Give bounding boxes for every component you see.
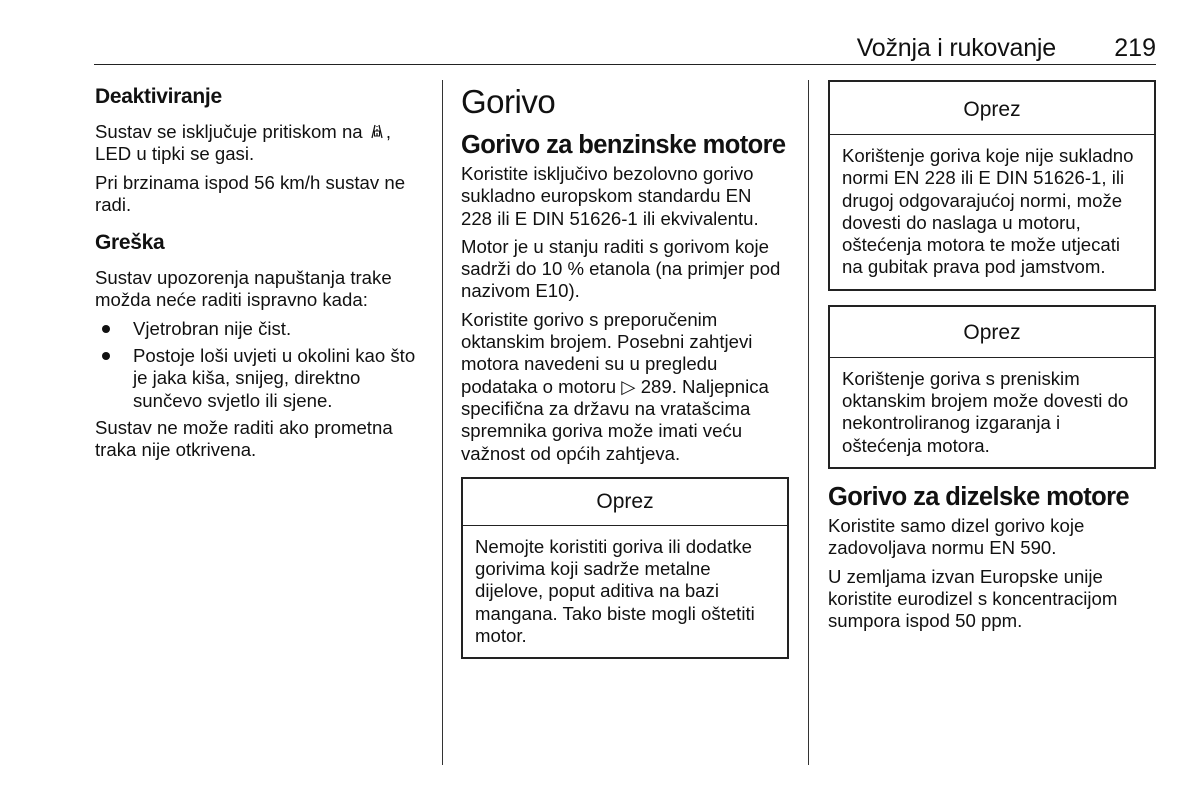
bullet-icon	[102, 325, 110, 333]
lane-departure-warning-icon	[368, 122, 386, 140]
petrol-text-after: 289. Naljepnica specifična za državu na vratašcima spremnika goriva može imati veću važnost od općih zahtjeva.	[461, 375, 769, 464]
caution-title: Oprez	[463, 479, 787, 526]
caution-box	[828, 305, 1156, 469]
deactivation-text-end: ,	[385, 121, 391, 142]
caution-box	[828, 80, 1156, 291]
deactivation-heading: Deaktiviranje	[95, 85, 222, 108]
left-column	[95, 80, 427, 462]
column-divider	[808, 80, 809, 765]
column-divider	[442, 80, 443, 765]
page-header	[94, 30, 1156, 65]
deactivation-paragraph-1	[95, 121, 427, 166]
caution-text: Nemojte koristiti goriva ili dodatke gorivima koji sadrže metalne dijelove, poput aditiva na bazi mangana. Tako biste mogli oštetiti motor.	[475, 535, 755, 647]
middle-column	[461, 80, 796, 659]
fault-paragraph-2: Sustav ne može raditi ako prometna traka nije otkrivena.	[95, 416, 393, 461]
deactivation-text: Sustav se isključuje pritiskom na	[95, 121, 368, 142]
chapter-title: Gorivo	[461, 83, 556, 120]
right-column	[828, 80, 1156, 632]
fault-bullet-list	[95, 318, 427, 412]
caution-text: Korištenje goriva koje nije sukladno normi EN 228 ili E DIN 51626-1, ili drugoj odgovarajućoj normi, može dovesti do naslaga u motoru, oštećenja motora te može utjecati na gubitak prava pod jamstvom.	[842, 145, 1134, 278]
petrol-paragraph-3	[461, 309, 796, 465]
petrol-paragraph-2: Motor je u stanju raditi s gorivom koje sadrži do 10 % etanola (na primjer pod nazivom E10).	[461, 235, 781, 302]
caution-text: Korištenje goriva s preniskim oktanskim brojem može dovesti do nekontroliranog izgaranja i oštećenja motora.	[842, 367, 1129, 456]
petrol-fuel-heading: Gorivo za benzinske motore	[461, 131, 786, 159]
caution-title: Oprez	[830, 82, 1154, 135]
caution-title: Oprez	[830, 307, 1154, 358]
caution-box	[461, 477, 789, 659]
page-reference-arrow-icon: ▷	[621, 375, 636, 397]
petrol-text: Koristite gorivo s preporučenim oktanskim brojem. Posebni zahtjevi motora navedeni su u pregledu podataka o motoru	[461, 308, 753, 397]
deactivation-paragraph-2: Pri brzinama ispod 56 km/h sustav ne radi.	[95, 171, 406, 215]
diesel-fuel-heading: Gorivo za dizelske motore	[828, 482, 1130, 511]
section-title: Vožnja i rukovanje	[856, 34, 1056, 62]
list-item	[95, 318, 427, 340]
bullet-icon	[102, 352, 110, 360]
fault-heading: Greška	[95, 231, 165, 255]
list-item-text: Vjetrobran nije čist.	[133, 317, 292, 339]
diesel-paragraph-2: U zemljama izvan Europske unije koristite eurodizel s koncentracijom sumpora ispod 50 ppm.	[828, 565, 1118, 632]
deactivation-text-line2: LED u tipki se gasi.	[95, 143, 255, 165]
list-item	[95, 345, 427, 412]
page-number: 219	[1114, 34, 1156, 62]
petrol-paragraph-1: Koristite isključivo bezolovno gorivo sukladno europskom standardu EN 228 ili E DIN 51626-1 ili ekvivalentu.	[461, 163, 759, 229]
list-item-text: Postoje loši uvjeti u okolini kao što je jaka kiša, snijeg, direktno sunčevo svjetlo ili sjene.	[133, 345, 416, 411]
diesel-paragraph-1: Koristite samo dizel gorivo koje zadovoljava normu EN 590.	[828, 514, 1085, 559]
fault-paragraph-1: Sustav upozorenja napuštanja trake možda neće raditi ispravno kada:	[95, 267, 392, 311]
